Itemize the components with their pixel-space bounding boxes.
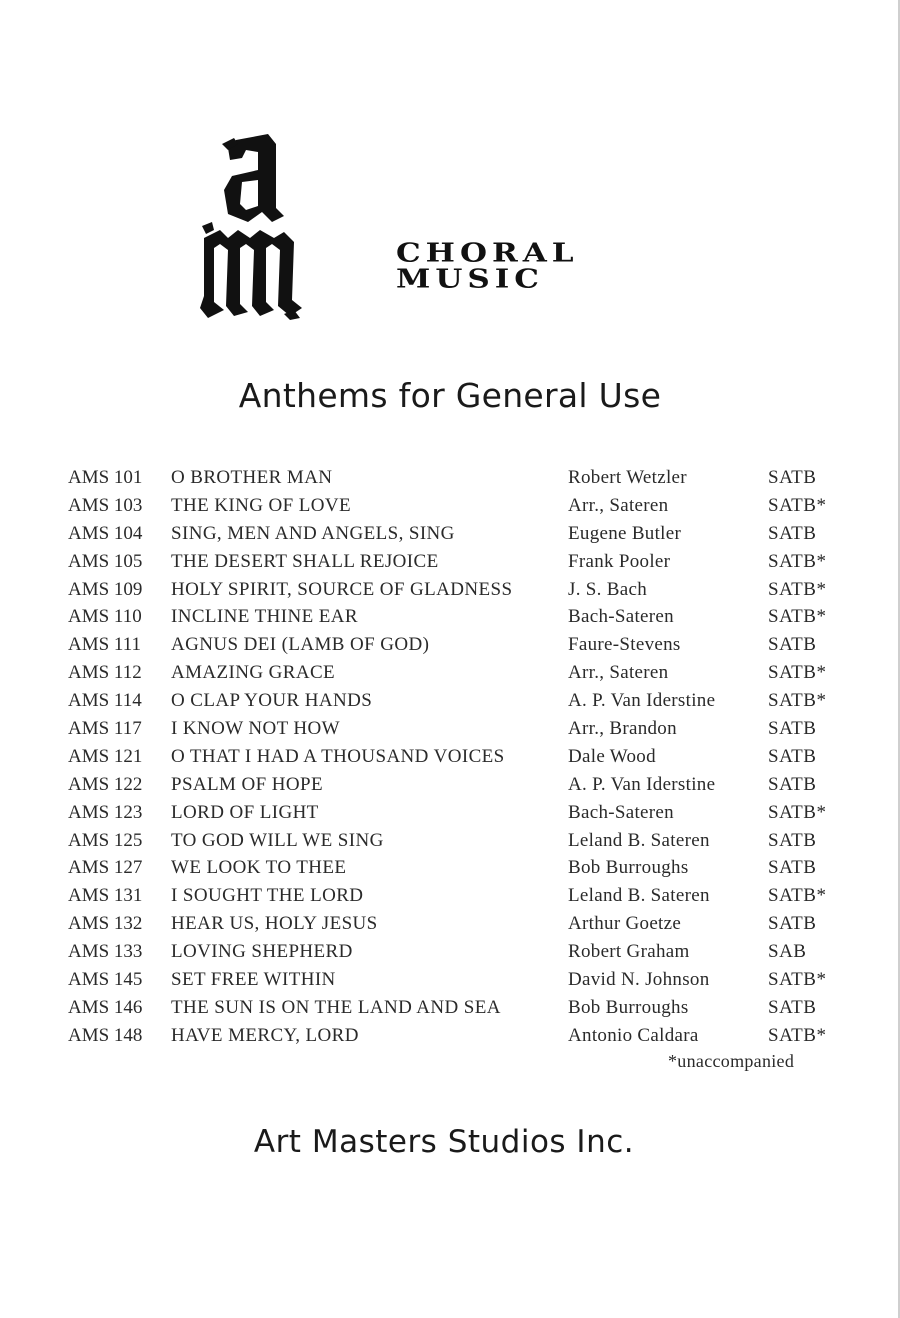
- voicing: SATB*: [768, 690, 827, 712]
- composer-name: Antonio Caldara: [568, 1024, 699, 1046]
- composer-name: Frank Pooler: [568, 550, 671, 572]
- anthem-title: WE LOOK TO THEE: [171, 857, 347, 879]
- voicing: SATB: [768, 634, 817, 656]
- am-blackletter-logo-icon: [198, 130, 308, 320]
- list-item: [68, 966, 848, 994]
- list-item: [68, 631, 848, 659]
- anthem-title: O THAT I HAD A THOUSAND VOICES: [171, 745, 505, 767]
- catalog-number: AMS 103: [68, 494, 143, 516]
- catalog-number: AMS 111: [68, 634, 142, 656]
- brand-line-choral: CHORAL: [396, 237, 579, 269]
- composer-name: Robert Graham: [568, 941, 690, 963]
- composer-name: Arr., Brandon: [568, 718, 677, 740]
- catalog-number: AMS 127: [68, 857, 143, 879]
- composer-name: Robert Wetzler: [568, 467, 687, 488]
- voicing: SATB: [768, 522, 817, 544]
- anthem-title: HOLY SPIRIT, SOURCE OF GLADNESS: [171, 578, 513, 600]
- catalog-number: AMS 131: [68, 885, 143, 907]
- voicing: SATB*: [768, 550, 827, 572]
- list-item: [68, 603, 848, 631]
- footnote: *unaccompanied: [668, 1051, 795, 1071]
- list-item: [68, 464, 848, 492]
- catalog-number: AMS 148: [68, 1024, 143, 1046]
- catalog-number: AMS 121: [68, 745, 143, 767]
- composer-name: Eugene Butler: [568, 522, 682, 544]
- list-item: [68, 715, 848, 743]
- list-item: [68, 994, 848, 1022]
- list-item: [68, 492, 848, 520]
- anthem-title: PSALM OF HOPE: [171, 773, 323, 795]
- catalog-number: AMS 101: [68, 467, 143, 488]
- anthem-title: SING, MEN AND ANGELS, SING: [171, 522, 455, 544]
- composer-name: Faure-Stevens: [568, 634, 681, 656]
- voicing: SATB*: [768, 885, 827, 907]
- catalog-number: AMS 109: [68, 578, 143, 600]
- composer-name: A. P. Van Iderstine: [568, 690, 716, 712]
- anthem-title: THE KING OF LOVE: [171, 494, 352, 516]
- anthem-catalog-list: [68, 464, 848, 1050]
- composer-name: Leland B. Sateren: [568, 885, 710, 907]
- list-item: [68, 687, 848, 715]
- anthem-title: O BROTHER MAN: [171, 467, 333, 488]
- catalog-number: AMS 112: [68, 662, 142, 684]
- composer-name: Bach-Sateren: [568, 801, 674, 823]
- anthem-title: O CLAP YOUR HANDS: [171, 690, 373, 712]
- voicing: SATB*: [768, 662, 827, 684]
- list-item: [68, 548, 848, 576]
- composer-name: David N. Johnson: [568, 969, 710, 991]
- voicing: SATB: [768, 773, 817, 795]
- brand-wordmark: [396, 237, 579, 295]
- composer-name: A. P. Van Iderstine: [568, 773, 716, 795]
- anthem-title: AMAZING GRACE: [171, 662, 336, 684]
- anthem-title: THE DESERT SHALL REJOICE: [171, 550, 439, 572]
- anthem-title: TO GOD WILL WE SING: [171, 829, 384, 851]
- catalog-number: AMS 145: [68, 969, 143, 991]
- anthem-title: HEAR US, HOLY JESUS: [171, 913, 378, 935]
- voicing: SATB: [768, 718, 817, 740]
- voicing: SATB: [768, 467, 817, 488]
- publisher-name: Art Masters Studios Inc.: [253, 1124, 635, 1160]
- voicing: SATB*: [768, 801, 827, 823]
- composer-name: J. S. Bach: [568, 578, 647, 600]
- composer-name: Arr., Sateren: [568, 494, 669, 516]
- list-item: [68, 520, 848, 548]
- catalog-number: AMS 123: [68, 801, 143, 823]
- catalog-number: AMS 110: [68, 606, 142, 628]
- composer-name: Bach-Sateren: [568, 606, 674, 628]
- catalog-number: AMS 117: [68, 718, 142, 740]
- voicing: SATB: [768, 857, 817, 879]
- voicing: SATB*: [768, 606, 827, 628]
- catalog-number: AMS 105: [68, 550, 143, 572]
- voicing: SATB: [768, 913, 817, 935]
- list-item: [68, 576, 848, 604]
- anthem-title: SET FREE WITHIN: [171, 969, 336, 991]
- voicing: SATB*: [768, 578, 827, 600]
- composer-name: Leland B. Sateren: [568, 829, 710, 851]
- anthem-title: AGNUS DEI (LAMB OF GOD): [171, 634, 430, 656]
- composer-name: Arr., Sateren: [568, 662, 669, 684]
- catalog-number: AMS 104: [68, 522, 143, 544]
- voicing: SATB*: [768, 1024, 827, 1046]
- list-item: [68, 771, 848, 799]
- catalog-number: AMS 132: [68, 913, 143, 935]
- catalog-number: AMS 133: [68, 941, 143, 963]
- list-item: [68, 827, 848, 855]
- list-item: [68, 854, 848, 882]
- list-item: [68, 1022, 848, 1050]
- list-item: [68, 799, 848, 827]
- catalog-number: AMS 114: [68, 690, 142, 712]
- anthem-title: I KNOW NOT HOW: [171, 718, 341, 740]
- anthem-title: LOVING SHEPHERD: [171, 941, 353, 963]
- page-title: Anthems for General Use: [238, 376, 662, 415]
- list-item: [68, 938, 848, 966]
- anthem-title: LORD OF LIGHT: [171, 801, 319, 823]
- catalog-number: AMS 125: [68, 829, 143, 851]
- voicing: SATB: [768, 829, 817, 851]
- composer-name: Arthur Goetze: [568, 913, 682, 935]
- voicing: SATB*: [768, 969, 827, 991]
- voicing: SATB*: [768, 494, 827, 516]
- list-item: [68, 910, 848, 938]
- voicing: SATB: [768, 745, 817, 767]
- catalog-number: AMS 122: [68, 773, 143, 795]
- list-item: [68, 743, 848, 771]
- brand-line-music: MUSIC: [396, 263, 544, 295]
- anthem-title: HAVE MERCY, LORD: [171, 1024, 359, 1046]
- composer-name: Bob Burroughs: [568, 996, 689, 1018]
- anthem-title: INCLINE THINE EAR: [171, 606, 358, 628]
- catalog-number: AMS 146: [68, 996, 143, 1018]
- composer-name: Dale Wood: [568, 745, 656, 767]
- composer-name: Bob Burroughs: [568, 857, 689, 879]
- list-item: [68, 882, 848, 910]
- voicing: SATB: [768, 996, 817, 1018]
- voicing: SAB: [768, 941, 807, 963]
- anthem-title: THE SUN IS ON THE LAND AND SEA: [171, 996, 501, 1018]
- anthem-title: I SOUGHT THE LORD: [171, 885, 364, 907]
- list-item: [68, 659, 848, 687]
